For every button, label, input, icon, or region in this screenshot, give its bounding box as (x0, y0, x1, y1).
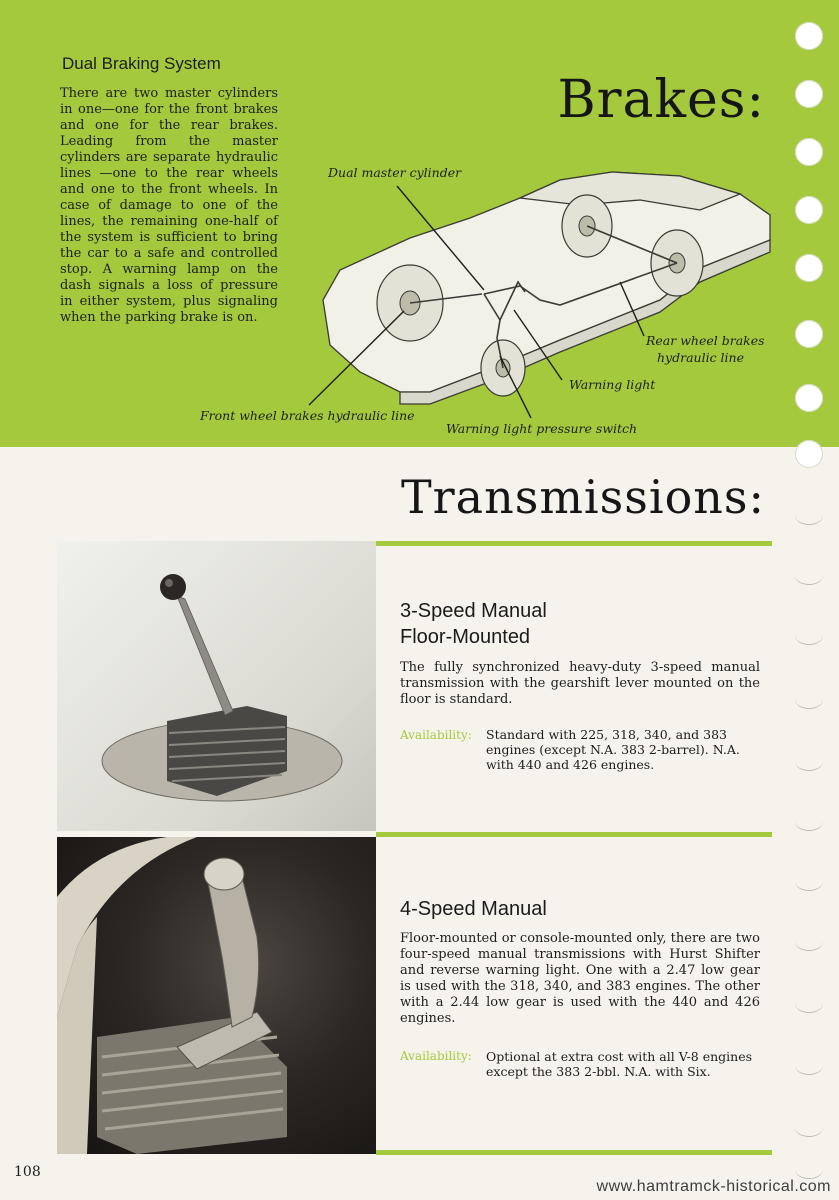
four-speed-shifter-photo (57, 837, 376, 1154)
divider-rule (376, 1150, 772, 1155)
three-speed-shifter-photo (57, 541, 376, 831)
binder-hole (795, 626, 823, 645)
four-speed-title: 4-Speed Manual (400, 898, 547, 920)
four-speed-description: Floor-mounted or console-mounted only, there are two four-speed manual transmissions with Hurst Shifter and reverse warning light. One with a 2.47 low gear is used with the 318, 340, and 383 engines. The other with a 2.44 low gear is used with the 440 and 426 engines. (400, 931, 760, 1026)
page-number: 108 (14, 1164, 41, 1180)
three-speed-title-line1: 3-Speed Manual (400, 600, 547, 622)
label-dual-master-cylinder: Dual master cylinder (328, 165, 462, 180)
divider-rule (376, 832, 772, 837)
binder-hole (795, 812, 823, 831)
watermark: www.hamtramck-historical.com (596, 1178, 831, 1195)
label-pressure-switch: Warning light pressure switch (446, 421, 638, 436)
binder-hole (795, 506, 823, 525)
binder-hole (795, 566, 823, 585)
binder-hole (795, 1118, 823, 1137)
divider-rule (376, 541, 772, 546)
binder-hole (795, 994, 823, 1013)
three-speed-description: The fully synchronized heavy-duty 3-speed manual transmission with the gearshift lever mounted on the floor is standard. (400, 660, 760, 707)
three-speed-title-line2: Floor-Mounted (400, 626, 531, 648)
brake-system-diagram (0, 0, 839, 447)
four-speed-availability-label: Availability: (400, 1049, 472, 1063)
binder-hole (795, 752, 823, 771)
label-hydraulic-line: hydraulic line (657, 350, 745, 365)
binder-hole (795, 932, 823, 951)
label-front-wheel-brakes: Front wheel brakes hydraulic line (200, 408, 415, 423)
four-speed-availability-text: Optional at extra cost with all V-8 engines except the 383 2-bbl. N.A. with Six. (486, 1049, 753, 1079)
binder-hole (795, 1056, 823, 1075)
label-warning-light: Warning light (569, 377, 656, 392)
three-speed-availability-label: Availability: (400, 728, 472, 742)
binder-hole (795, 1160, 823, 1179)
brake-description: There are two master cylinders in one—one for the front brakes and one for the rear brakes. Leading from the master cylinders are separate hydraulic lines —one to the rear wheels and one to the front wheels. In case of damage to one of the lines, the remaining one-half of the system is sufficient to bring the car to a safe and controlled stop. A warning lamp on the dash signals a loss of pressure in either system, plus signaling when the parking brake is on. (60, 86, 278, 325)
binder-hole (795, 872, 823, 891)
three-speed-availability-text: Standard with 225, 318, 340, and 383 engines (except N.A. 383 2-barrel). N.A. with 440 and 426 engines. (486, 727, 740, 772)
transmissions-title: Transmissions: (400, 470, 765, 524)
brake-section-heading: Dual Braking System (62, 54, 221, 73)
label-rear-wheel-brakes: Rear wheel brakes (646, 333, 765, 348)
brakes-title: Brakes: (557, 70, 765, 130)
binder-hole (795, 690, 823, 709)
